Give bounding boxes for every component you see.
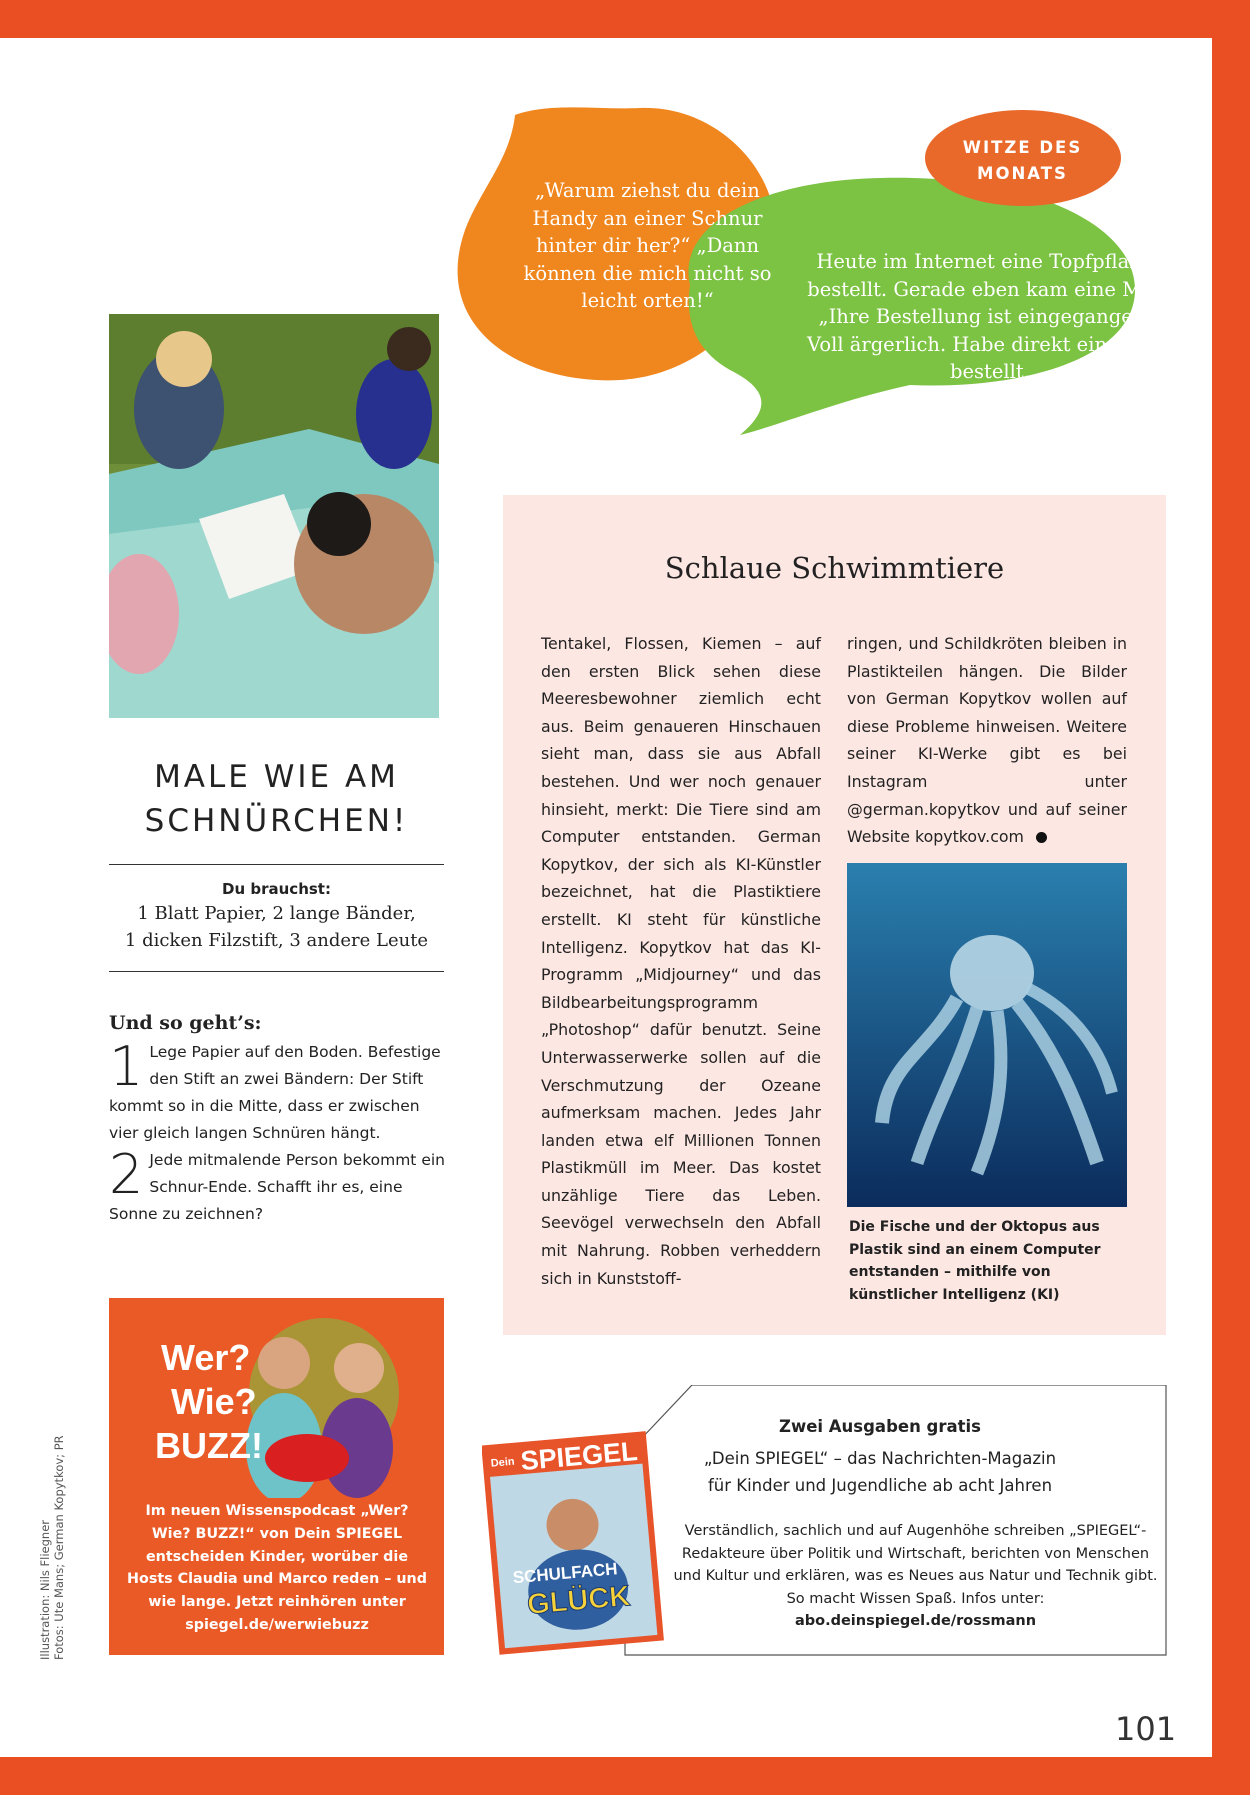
promo-title: Zwei Ausgaben gratis xyxy=(778,1417,982,1436)
step-text: Lege Papier auf den Boden. Befestige den Stift an zwei Bändern: Der Stift kommt so in die Mitte, dass er zwischen vier gleich langen Schnüren hängt. xyxy=(109,1043,441,1142)
materials-label: Du brauchst: xyxy=(222,880,331,898)
photo-credits: Illustration: Nils Fliegner Fotos: Ute Mans; German Kopytkov; PR xyxy=(38,1435,66,1660)
step-number: 2 xyxy=(109,1143,144,1206)
page-number: 101 xyxy=(1115,1710,1177,1748)
step-text: Jede mitmalende Person bekommt ein Schnur-Ende. Schafft ihr es, eine Sonne zu zeichnen? xyxy=(109,1151,445,1223)
podcast-text: Im neuen Wissenspodcast „Wer? Wie? BUZZ!“ von Dein SPIEGEL entscheiden Kinder, worüber die Hosts Claudia und Marco reden – und wie lange. Jetzt reinhören unter spiegel.de/werwiebuzz xyxy=(127,1503,427,1633)
magazine-cover-line1: SCHULFACH xyxy=(512,1559,619,1588)
step-1 xyxy=(109,1035,449,1147)
divider xyxy=(109,864,444,865)
kids-drawing-photo xyxy=(109,314,439,718)
page-frame-bottom xyxy=(0,1757,1250,1795)
magazine-brand: SPIEGEL xyxy=(519,1436,639,1477)
logo-wer: Wer? xyxy=(161,1337,251,1378)
end-mark xyxy=(1036,832,1047,843)
logo-buzz: BUZZ! xyxy=(155,1425,263,1466)
joke-1: „Warum ziehst du dein Handy an einer Schnur hinter dir her?“ „Dann können die mich nicht so leicht orten!“ xyxy=(523,179,772,312)
magazine-brand-small: Dein xyxy=(490,1455,516,1470)
witze-badge-label: WITZE DES MONATS xyxy=(962,138,1083,183)
plastic-octopus-image xyxy=(847,863,1127,1207)
podcast-illustration xyxy=(109,1298,444,1498)
joke-2: Heute im Internet eine Topfpflanze bestellt. Gerade eben kam eine Mail: „Ihre Bestellung ist eingegangen.“ Voll ärgerlich. Habe direkt eine neue bestellt. xyxy=(807,250,1173,383)
magazine-cover xyxy=(482,1430,665,1655)
page-frame-top xyxy=(0,0,1250,38)
promo-subtitle: „Dein SPIEGEL“ – das Nachrichten-Magazin für Kinder und Jugendliche ab acht Jahren xyxy=(703,1449,1057,1495)
article-title: Schlaue Schwimmtiere xyxy=(664,551,1005,585)
article-column-2: ringen, und Schildkröten bleiben in Plastikteilen hängen. Die Bilder von German Kopytkov wollen auf diese Probleme hinweisen. Weitere seiner KI-Werke gibt es bei Instagram unter @german.kopytkov und auf seiner Website kopytkov.com xyxy=(847,634,1127,847)
craft-title: MALE WIE AM SCHNÜRCHEN! xyxy=(144,759,409,839)
promo-link[interactable]: abo.deinspiegel.de/rossmann xyxy=(794,1613,1037,1629)
steps-title: Und so geht’s: xyxy=(109,1012,262,1034)
logo-wie: Wie? xyxy=(171,1381,257,1422)
promo-body: Verständlich, sachlich und auf Augenhöhe schreiben „SPIEGEL“-Redakteure über Politik und Wirtschaft, berichten von Menschen und Kultur und erklären, was es Neues aus Natur und Technik gibt. So macht Wissen Spaß. Infos unter: abo.deinspiegel.de/rossmann xyxy=(673,1523,1158,1629)
divider xyxy=(109,971,444,972)
materials-list: 1 Blatt Papier, 2 lange Bänder, 1 dicken Filzstift, 3 andere Leute xyxy=(124,903,429,951)
magazine-cover-line2: GLÜCK xyxy=(525,1580,632,1622)
article-column-1: Tentakel, Flossen, Kiemen – auf den ersten Blick sehen diese Meeresbewohner ziemlich echt aus. Beim genaueren Hinschauen sieht man, dass sie aus Abfall bestehen. Und wer noch genauer hinsieht, merkt: Die Tiere sind am Computer entstanden. German Kopytkov, der sich als KI-Künstler bezeichnet, hat die Plastiktiere erstellt. KI steht für künstliche Intelligenz. Kopytkov hat das KI-Programm „Midjourney“ und das Bildbearbeitungsprogramm „Photoshop“ dafür benutzt. Seine Unterwasserwerke sollen auf die Verschmutzung der Ozeane aufmerksam machen. Jedes Jahr landen etwa elf Millionen Tonnen Plastikmüll im Meer. Das kostet unzählige Tiere das Leben. Seevögel verwechseln den Abfall mit Nahrung. Robben verheddern sich in Kunststoff- xyxy=(541,634,821,1288)
image-caption: Die Fische und der Oktopus aus Plastik sind an einem Computer entstanden – mithilfe von künstlicher Intelligenz (KI) xyxy=(849,1219,1101,1303)
step-number: 1 xyxy=(109,1035,144,1098)
step-2 xyxy=(109,1143,449,1228)
